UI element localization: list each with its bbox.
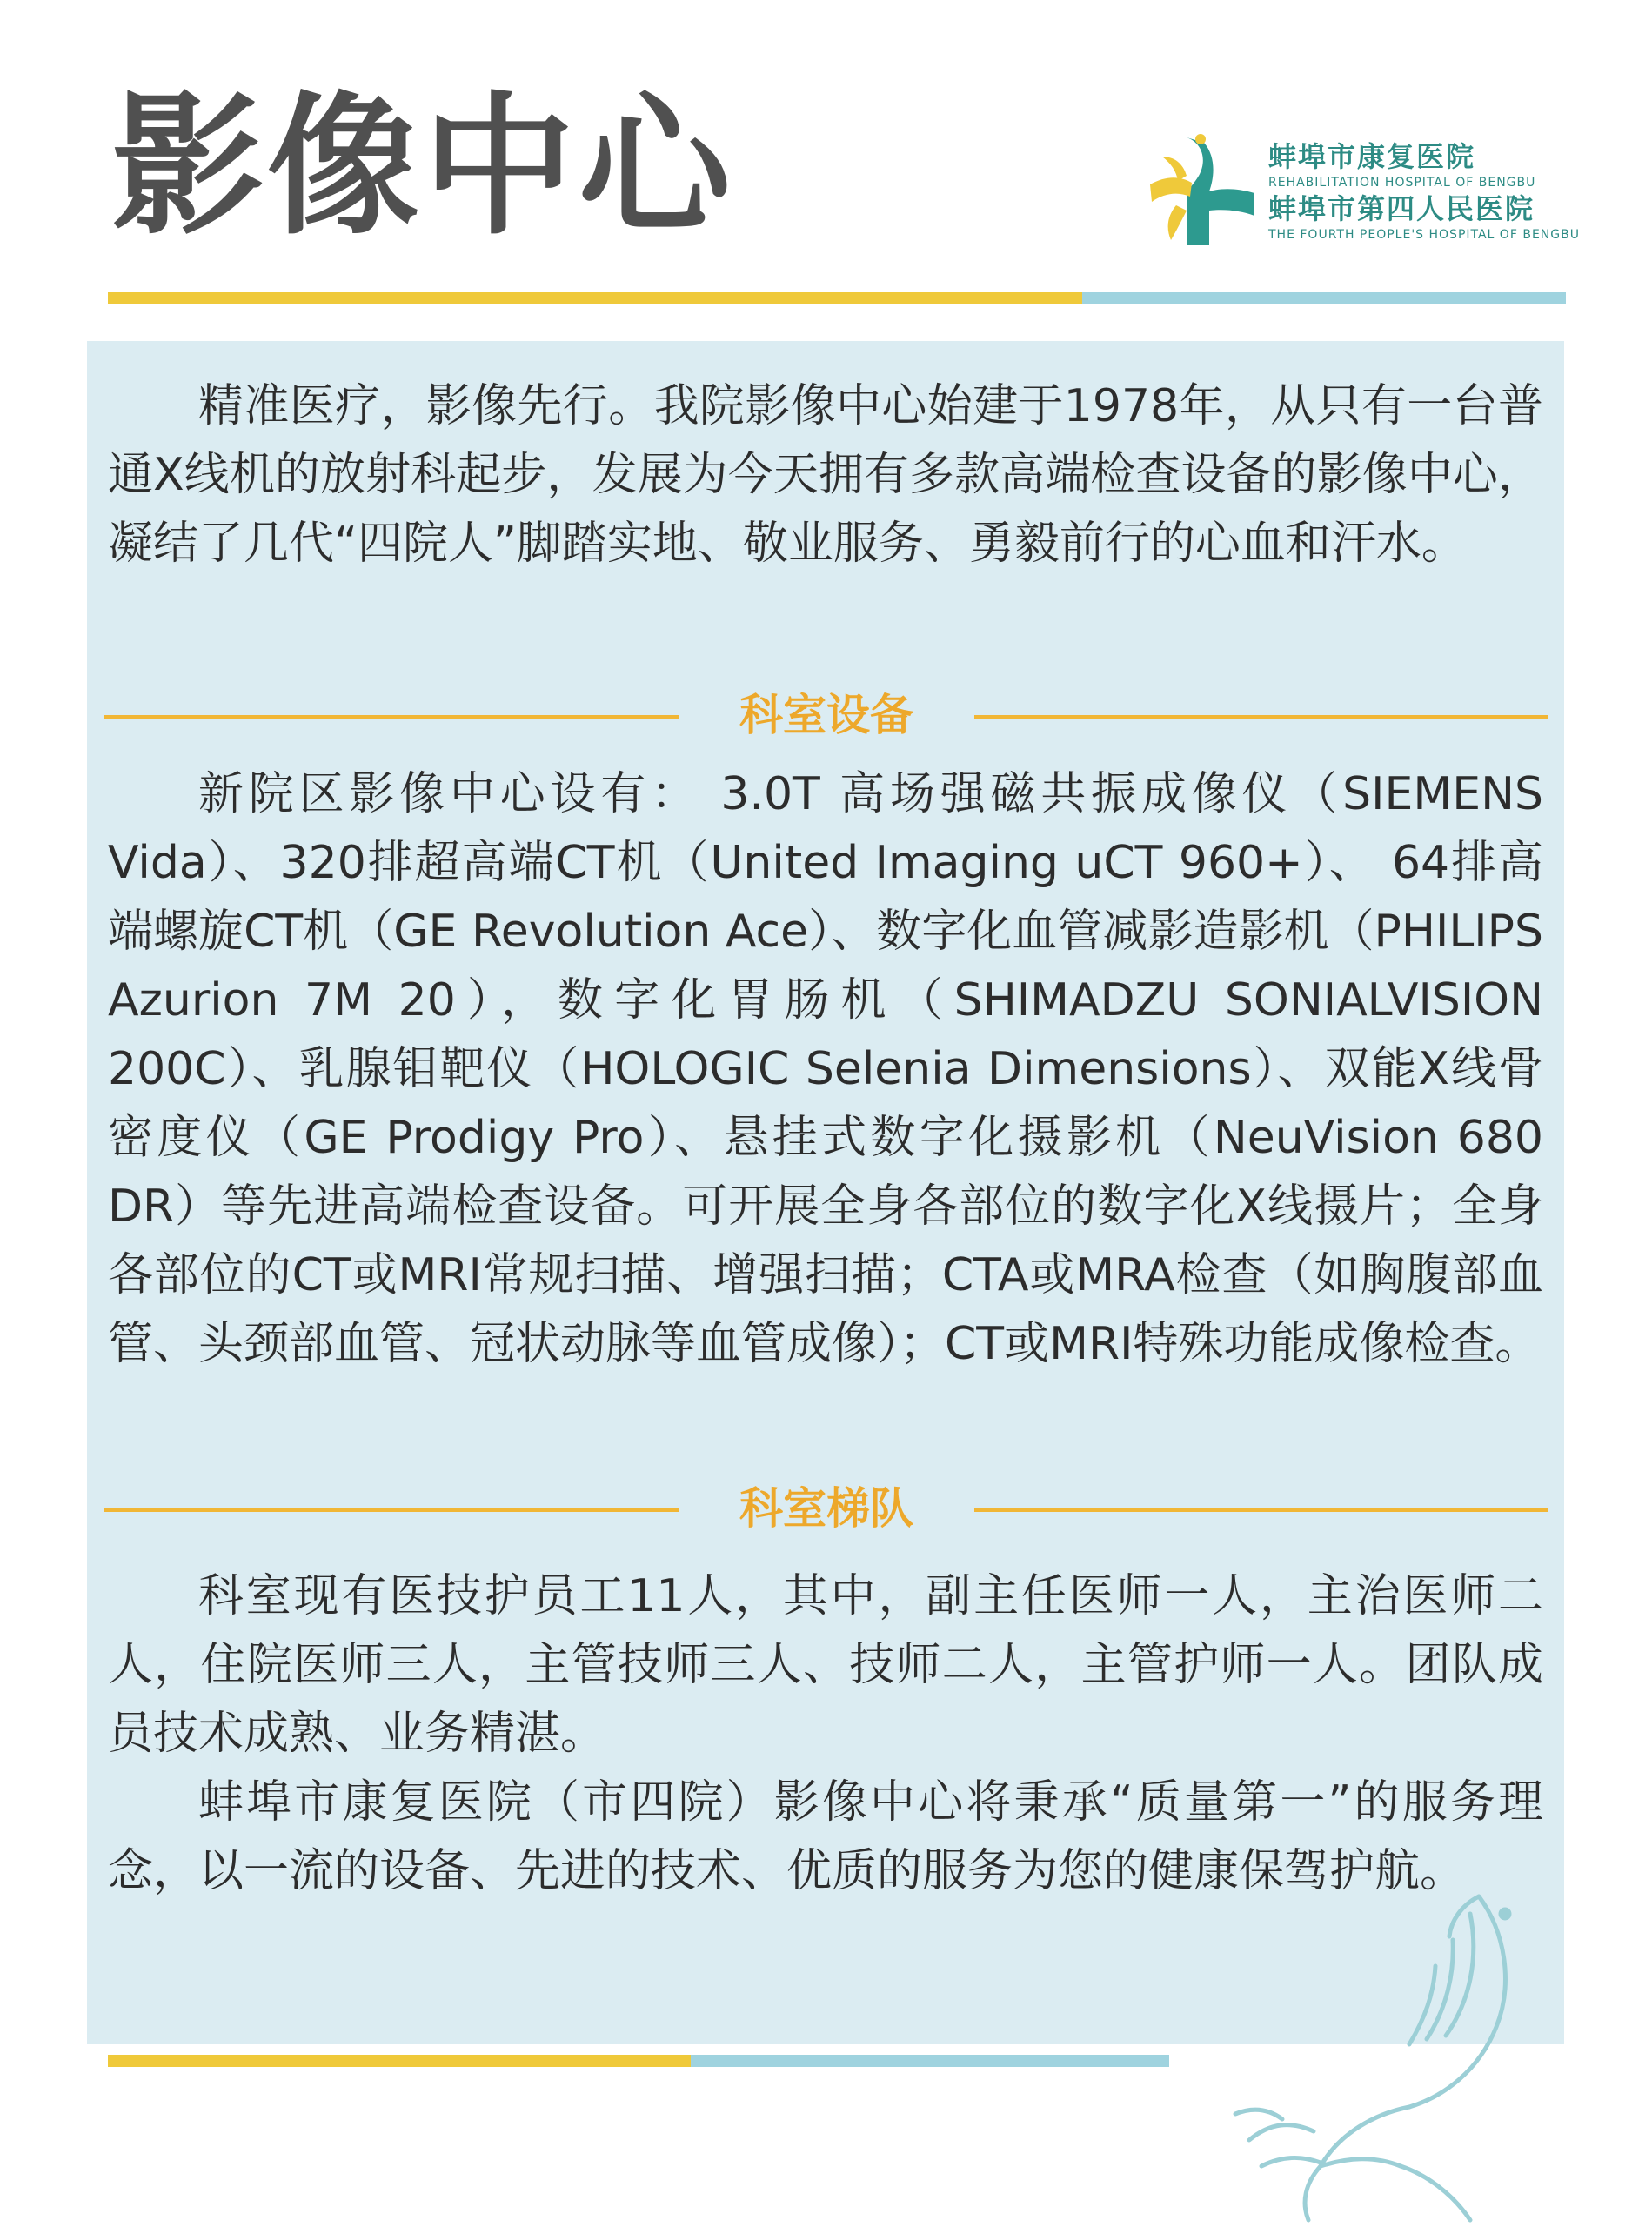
section-title-equipment: 科室设备 xyxy=(739,690,913,740)
team-paragraph: 科室现有医技护员工11人，其中，副主任医师一人，主治医师二人，住院医师三人，主管技师三人、技师二人，主管护师一人。团队成员技术成熟、业务精湛。 xyxy=(108,1570,1543,1760)
equipment-paragraph: 新院区影像中心设有： 3.0T 高场强磁共振成像仪（SIEMENS Vida）、320排超高端CT机（United Imaging uCT 960+）、 64排高端螺旋CT机（GE Revolution Ace）、数字化血管减影造影机（PHILIPS Azurion 7M 20），数字化胃肠机（SHIMADZU SONIALVISION 200C）、乳腺钼靶仪（HOLOGIC Selenia Dimensions）、双能X线骨密度仪（GE Prodigy Pro）、悬挂式数字化摄影机（NeuVision 680 DR）等先进高端检查设备。可开展全身各部位的数字化X线摄片；全身各部位的CT或MRI常规扫描、增强扫描；CTA或MRA检查（如胸腹部血管、头颈部血管、冠状动脉等血管成像）；CT或MRI特殊功能成像检查。 xyxy=(108,768,1543,1370)
top-bar-yellow xyxy=(108,292,1082,304)
bottom-bar-yellow xyxy=(108,2055,691,2067)
closing-paragraph: 蚌埠市康复医院（市四院）影像中心将秉承“质量第一”的服务理念，以一流的设备、先进的技术、优质的服务为您的健康保驾护航。 xyxy=(108,1776,1543,1897)
top-bar-blue xyxy=(1082,292,1566,304)
section-header-team xyxy=(104,1482,1548,1535)
logo-name-cn-2: 蚌埠市第四人民医院 xyxy=(1268,192,1535,225)
logo-name-cn-1: 蚌埠市康复医院 xyxy=(1268,140,1476,173)
logo-name-en-1: REHABILITATION HOSPITAL OF BENGBU xyxy=(1268,176,1536,190)
bottom-bar-blue xyxy=(691,2055,1169,2067)
intro-paragraph: 精准医疗，影像先行。我院影像中心始建于1978年，从只有一台普通X线机的放射科起步，发展为今天拥有多款高端检查设备的影像中心，凝结了几代“四院人”脚踏实地、敬业服务、勇毅前行的心血和汗水。 xyxy=(108,380,1543,570)
hospital-logo-icon xyxy=(1147,130,1260,252)
hospital-logo xyxy=(1147,130,1580,252)
page-title: 影像中心 xyxy=(111,79,734,256)
section-header-equipment xyxy=(104,689,1548,741)
logo-name-en-2: THE FOURTH PEOPLE'S HOSPITAL OF BENGBU xyxy=(1268,228,1580,242)
section-title-team: 科室梯队 xyxy=(739,1483,913,1534)
dove-icon xyxy=(1218,1879,1548,2227)
content-panel xyxy=(87,341,1564,2044)
